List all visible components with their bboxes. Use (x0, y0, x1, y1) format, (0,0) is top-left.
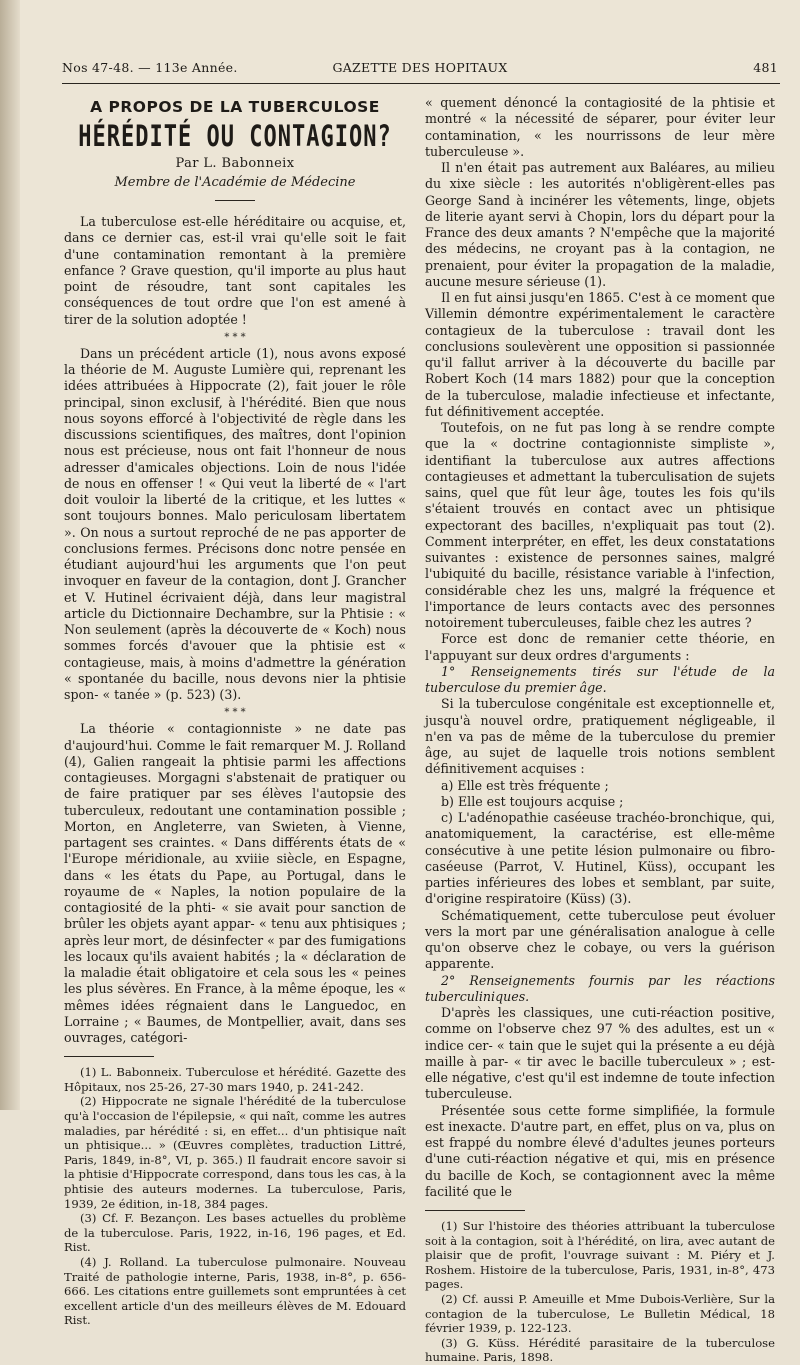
page-number: 481 (753, 60, 778, 75)
paragraph: Toutefois, on ne fut pas long à se rendre compte que la « doctrine contagionniste simpliste », identifiant la tuberculose aux autres affections contagieuses et admettant la tuberculisation de sujets sains, quel que fût leur âge, toutes les fois qu'ils s'étaient trouvés en contact avec un phtisique expectorant des bacilles, n'expliquait pas tout (2). Comment interpréter, en effet, les deux constatations suivantes : existence de personnes saines, malgré l'ubiquité du bacille, résistance variable à l'infection, considérable chez les uns, malgré la fréquence et l'importance de leurs contacts avec des personnes notoirement tuberculeuses, faible chez les autres ? (425, 420, 775, 630)
footnote: (2) Cf. aussi P. Ameuille et Mme Dubois-Verlière, Sur la contagion de la tuberculose, Le Bulletin Médical, 18 février 1939, p. 122-123. (425, 1291, 775, 1336)
right-column (425, 95, 775, 1365)
page-binding-shadow (0, 0, 20, 1110)
paragraph: « quement dénoncé la contagiosité de la phtisie et montré « la nécessité de séparer, pour éviter leur contamination, « les nourrissons de leur mère tuberculeuse ». (425, 95, 775, 159)
title-rule (215, 200, 255, 201)
left-footnotes (64, 1065, 406, 1328)
paragraph: D'après les classiques, une cuti-réaction positive, comme on l'observe chez 97 % des adultes, est un « indice cer- « tain que le sujet qui la présente a eu déjà maille à par- « tir avec le bacille tuberculeux » ; est-elle négative, c'est qu'il est indemne de toute infection tuberculeuse. (425, 1005, 775, 1102)
article-kicker: A PROPOS DE LA TUBERCULOSE (90, 98, 380, 116)
header-rule (62, 83, 780, 84)
paragraph: Si la tuberculose congénitale est exceptionnelle et, jusqu'à nouvel ordre, pratiquement négligeable, il n'en va pas de même de la tuberculose du premier âge, au sujet de laquelle trois notions semblent définitivement acquises : (425, 696, 775, 777)
paragraph: Il en fut ainsi jusqu'en 1865. C'est à ce moment que Villemin démontre expérimentalement le caractère contagieux de la tuberculose : travail dont les conclusions soulevèrent une opposition si passionnée qu'il fallut arriver à la découverte du bacille par Robert Koch (14 mars 1882) pour que la conception de la tuberculose, maladie infectieuse et infectante, fut définitivement acceptée. (425, 290, 775, 419)
footnote: (4) J. Rolland. La tuberculose pulmonaire. Nouveau Traité de pathologie interne, Paris, 1938, in-8°, p. 656-666. Les citations entre guillemets sont empruntées à cet excellent article d'un des meilleurs élèves de M. Edouard Rist. (64, 1254, 406, 1328)
footnote: (1) Sur l'histoire des théories attribuant la tuberculose soit à la contagion, soit à l'hérédité, on lira, avec autant de plaisir que de profit, l'ouvrage suivant : M. Piéry et J. Roshem. Histoire de la tuberculose, Paris, 1931, in-8°, 473 pages. (425, 1219, 775, 1292)
footnotes-rule (64, 1056, 154, 1057)
paragraph: La tuberculose est-elle héréditaire ou acquise, et, dans ce dernier cas, est-il vrai qu'elle soit le fait d'une contamination remontant à la première enfance ? Grave question, qu'il importe au plus haut point de résoudre, tant sont capitales les conséquences de tout ordre que l'on est amené à tirer de la solution adoptée ! (64, 214, 406, 327)
footnote: (1) L. Babonneix. Tuberculose et hérédité. Gazette des Hôpitaux, nos 25-26, 27-30 mars 1940, p. 241-242. (64, 1065, 406, 1094)
footnotes-rule (425, 1210, 525, 1211)
author-affiliation: Membre de l'Académie de Médecine (114, 174, 356, 190)
footnote: (2) Hippocrate ne signale l'hérédité de la tuberculose qu'à l'occasion de l'épilepsie, « qui naît, comme les autres maladies, par hérédité : si, en effet... d'un phtisique naît un phtisique... » (Œuvres complètes, traduction Littré, Paris, 1849, in-8°, VI, p. 365.) Il faudrait encore savoir si la phtisie d'Hippocrate correspond, dans tous les cas, à la phtisie des auteurs modernes. La tuberculose, Paris, 1939, 2e édition, in-18, 384 pages. (64, 1094, 406, 1211)
paragraph: La théorie « contagionniste » ne date pas d'aujourd'hui. Comme le fait remarquer M. J. Rolland (4), Galien rangeait la phtisie parmi les affections contagieuses. Morgagni s'abstenait de pratiquer ou de faire pratiquer par ses élèves l'autopsie des tuberculeux, redoutant une contamination possible ; Morton, en Angleterre, van Swieten, à Vienne, partagent ses craintes. « Dans différents états de « l'Europe méridionale, au xviiie siècle, en Espagne, dans « les états du Pape, au Portugal, dans le royaume de « Naples, la notion populaire de la contagiosité de la phti- « sie avait pour sanction de brûler les objets ayant appar- « tenu aux phtisiques ; après leur mort, de désinfecter « par des fumigations les locaux qu'ils avaient habités ; la « déclaration de la maladie était obligatoire et cela sous les « peines les plus sévères. En France, à la même époque, les « mêmes idées régnaient dans le Languedoc, en Lorraine ; « Baumes, de Montpellier, avait, dans ses ouvrages, catégori- (64, 721, 406, 1045)
section-stars: * * * (224, 707, 246, 719)
issue-number: Nos 47-48. — 113e Année. (62, 60, 238, 75)
article-author: Par L. Babonneix (175, 155, 295, 171)
running-header (62, 60, 778, 80)
paragraph: Dans un précédent article (1), nous avons exposé la théorie de M. Auguste Lumière qui, reprenant les idées attribuées à Hippocrate (2), fait jouer le rôle principal, sinon exclusif, à l'hérédité. Bien que nous nous soyons efforcé à l'objectivité de règle dans les discussions scientifiques, des maîtres, dont l'opinion nous est précieuse, nous ont fait l'honneur de nous adresser d'amicales objections. Loin de nous l'idée de nous en offenser ! « Qui veut la liberté de « l'art doit vouloir la liberté de la critique, et les luttes « sont toujours bonnes. Malo periculosam libertatem ». On nous a surtout reproché de ne pas apporter de conclusions fermes. Précisons donc notre pensée en étudiant aujourd'hui les arguments que l'on peut invoquer en faveur de la contagion, dont J. Grancher et V. Hutinel écrivaient déjà, dans leur magistral article du Dictionnaire Dechambre, sur la Phtisie : « Non seulement (après la découverte de « Koch) nous sommes forcés d'avouer que la phtisie est « contagieuse, mais, à moins d'admettre la génération « spontanée du bacille, nous devons nier la phtisie spon- « tanée » (p. 523) (3). (64, 345, 406, 702)
section-heading: 1° Renseignements tirés sur l'étude de la tuberculose du premier âge. (425, 663, 775, 695)
paragraph: Force est donc de remanier cette théorie, en l'appuyant sur deux ordres d'arguments : (425, 631, 775, 663)
list-item: a) Elle est très fréquente ; (441, 777, 609, 793)
journal-title: GAZETTE DES HOPITAUX (332, 60, 508, 75)
footnote: (3) Cf. F. Bezançon. Les bases actuelles du problème de la tuberculose. Paris, 1922, in-16, 196 pages, et Ed. Rist. (64, 1211, 406, 1255)
list-item: c) L'adénopathie caséeuse trachéo-bronchique, qui, anatomiquement, la caractérise, est elle-même consécutive à une petite lésion pulmonaire ou fibro-caséeuse (Parrot, V. Hutinel, Küss), occupant les parties inférieures des lobes et semblant, par suite, d'origine respiratoire (Küss) (3). (425, 810, 775, 907)
section-stars: * * * (224, 331, 246, 343)
left-column (64, 95, 406, 1328)
paragraph: Schématiquement, cette tuberculose peut évoluer vers la mort par une généralisation analogue à celle qu'on observe chez le cobaye, ou vers la guérison apparente. (425, 907, 775, 972)
paragraph: Il n'en était pas autrement aux Baléares, au milieu du xixe siècle : les autorités n'obligèrent-elles pas George Sand à incinérer les vêtements, linge, objets de literie ayant servi à Chopin, lors du départ pour la France des deux amants ? N'empêche que la majorité des médecins, ne croyant pas à la contagion, ne prenaient, pour éviter la propagation de la maladie, aucune mesure sérieuse (1). (425, 160, 775, 289)
list-item: b) Elle est toujours acquise ; (441, 793, 624, 809)
paragraph: Présentée sous cette forme simplifiée, la formule est inexacte. D'autre part, en effet, plus on va, plus on est frappé du nombre élevé d'adultes jeunes porteurs d'une cuti-réaction négative et qui, mis en présence du bacille de Koch, se contagionnent avec la même facilité que le (425, 1102, 775, 1199)
section-heading: 2° Renseignements fournis par les réactions tuberculiniques. (425, 972, 775, 1004)
right-footnotes (425, 1219, 775, 1365)
footnote: (3) G. Küss. Hérédité parasitaire de la tuberculose humaine. Paris, 1898. (425, 1335, 775, 1365)
article-title: HÉRÉDITÉ OU CONTAGION? (78, 120, 392, 155)
